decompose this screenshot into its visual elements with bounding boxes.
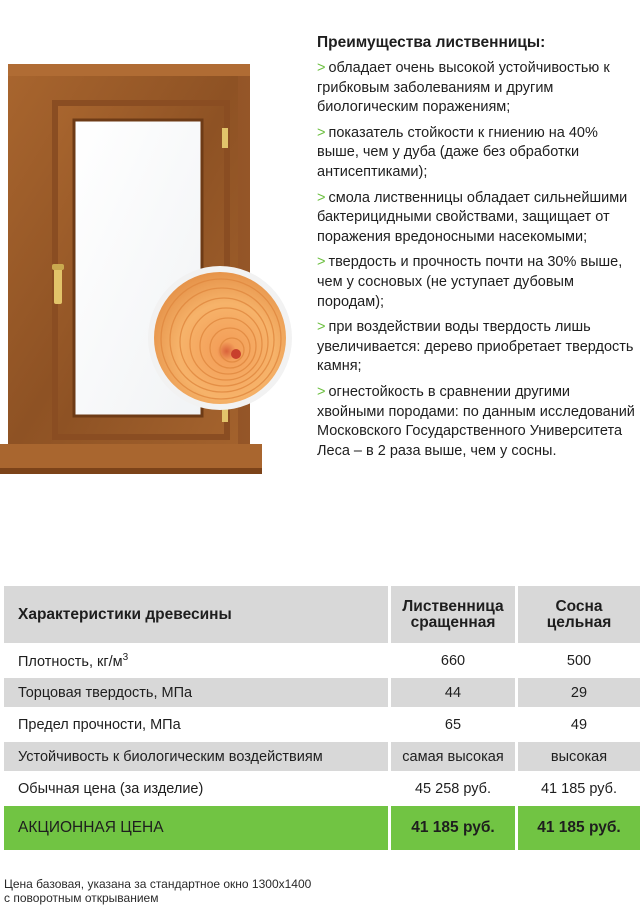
advantages-title: Преимущества лиственницы: bbox=[317, 34, 546, 51]
footnote-line: с поворотным открыванием bbox=[4, 891, 159, 905]
promo-value-larch: 41 185 руб. bbox=[391, 806, 515, 850]
arrow-bullet-icon: > bbox=[317, 319, 326, 336]
value-pine: 41 185 руб. bbox=[540, 780, 618, 797]
promo-label: АКЦИОННАЯ ЦЕНА bbox=[4, 806, 388, 850]
table-row bbox=[4, 678, 640, 707]
row-label: Обычная цена (за изделие) bbox=[18, 780, 204, 797]
table-row bbox=[4, 710, 640, 739]
table-header-row bbox=[4, 586, 640, 643]
row-label: Предел прочности, МПа bbox=[18, 716, 181, 733]
header-pine: Сосна цельная bbox=[518, 586, 640, 643]
arrow-bullet-icon: > bbox=[317, 189, 326, 206]
arrow-bullet-icon: > bbox=[317, 254, 326, 271]
promo-value-pine: 41 185 руб. bbox=[518, 806, 640, 850]
row-label: Торцовая твердость, МПа bbox=[4, 678, 388, 707]
footnote-line: Цена базовая, указана за стандартное окно 1300х1400 bbox=[4, 877, 312, 891]
row-label: Плотность, $кг/м^3$ bbox=[18, 651, 129, 670]
header-larch: Лиственница сращенная bbox=[391, 586, 515, 643]
promo-price-row bbox=[4, 806, 640, 850]
advantage-item: > твердость и прочность почти на 30% выше, чем у сосновых (не уступает дубовым породам); bbox=[317, 254, 623, 310]
arrow-bullet-icon: > bbox=[317, 60, 326, 76]
value-pine: 49 bbox=[570, 716, 588, 733]
value-larch: самая высокая bbox=[391, 742, 515, 771]
value-larch: 44 bbox=[391, 678, 515, 707]
advantage-item: > смола лиственницы обладает сильнейшими бактерицидными свойствами, защищает от поражения вредоносными насекомыми; bbox=[317, 189, 628, 245]
price-footnote bbox=[4, 877, 404, 905]
wooden-window-illustration bbox=[0, 0, 300, 560]
advantage-item: > при воздействии воды твердость лишь увеличивается: дерево приобретает твердость камня; bbox=[317, 319, 634, 375]
arrow-bullet-icon: > bbox=[317, 383, 326, 400]
value-larch: 65 bbox=[444, 716, 462, 733]
value-larch: 45 258 руб. bbox=[414, 780, 492, 797]
advantage-item: > обладает очень высокой устойчивостью к грибковым заболеваниям и другим биологическим поражениям; bbox=[317, 60, 610, 116]
header-feature: Характеристики древесины bbox=[4, 586, 388, 643]
arrow-bullet-icon: > bbox=[317, 124, 326, 141]
table-row bbox=[4, 774, 640, 803]
wood-characteristics-table bbox=[4, 583, 640, 853]
table-row bbox=[4, 742, 640, 771]
advantage-item: > показатель стойкости к гниению на 40% выше, чем у дуба (даже без обработки антисептиками); bbox=[317, 124, 598, 180]
value-larch: 660 bbox=[440, 652, 466, 669]
value-pine: 500 bbox=[566, 652, 592, 669]
value-pine: высокая bbox=[518, 742, 640, 771]
advantage-item: > огнестойкость в сравнении другими хвойными породами: по данным исследований Московского Государственного Университета Леса – в 2 раза выше, чем у сосны. bbox=[317, 383, 635, 459]
value-pine: 29 bbox=[518, 678, 640, 707]
row-label: Устойчивость к биологическим воздействиям bbox=[4, 742, 388, 771]
table-row bbox=[4, 646, 640, 675]
advantages-section bbox=[317, 33, 637, 467]
